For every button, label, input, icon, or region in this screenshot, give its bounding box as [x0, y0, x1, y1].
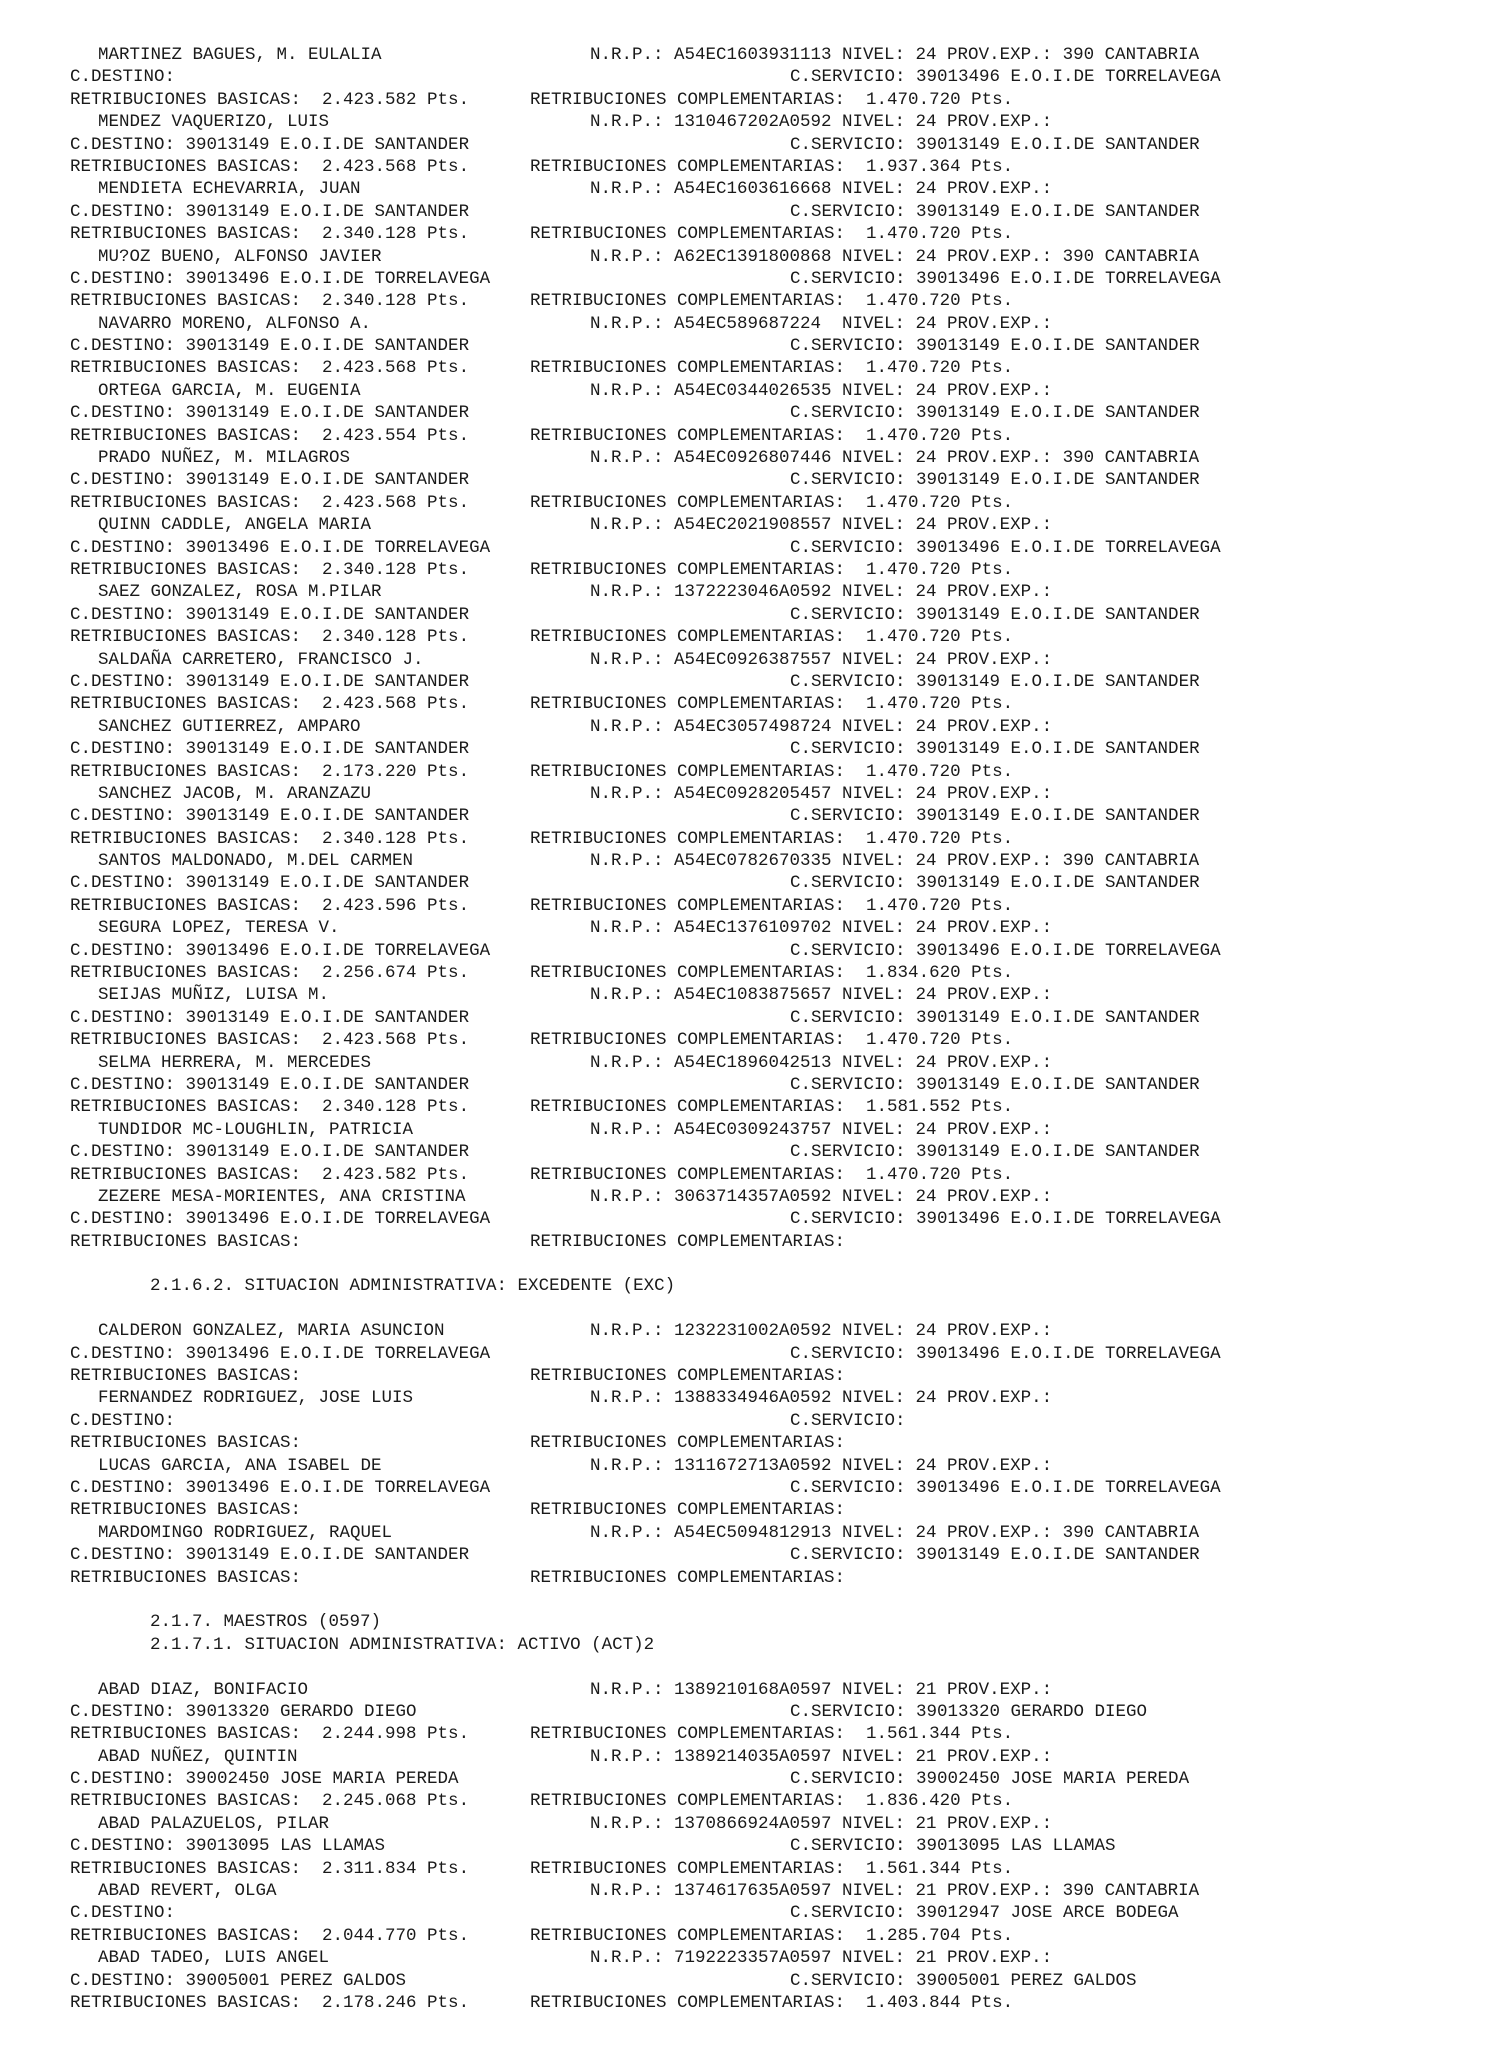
- employee-record: [70, 850, 1490, 917]
- destino-field: C.DESTINO:: [70, 1903, 176, 1924]
- record-header-line: [70, 1320, 1490, 1342]
- retribuciones-complementarias: RETRIBUCIONES COMPLEMENTARIAS: 1.403.844 Pts.: [530, 1992, 1014, 2013]
- nrp-info: N.R.P.: A54EC589687224 NIVEL: 24 PROV.EXP.:: [590, 313, 1053, 334]
- record-destino-line: [70, 1477, 1490, 1499]
- blank-line: [70, 1656, 1490, 1678]
- retribuciones-basicas: RETRIBUCIONES BASICAS: 2.340.128 Pts.: [70, 627, 470, 648]
- employee-name: NAVARRO MORENO, ALFONSO A.: [98, 313, 372, 334]
- servicio-field: C.SERVICIO:: [790, 1410, 906, 1431]
- servicio-field: C.SERVICIO: 39013149 E.O.I.DE SANTANDER: [790, 336, 1200, 357]
- retribuciones-complementarias: RETRIBUCIONES COMPLEMENTARIAS:: [530, 1433, 846, 1454]
- employee-name: ABAD TADEO, LUIS ANGEL: [98, 1948, 330, 1969]
- nrp-info: N.R.P.: A54EC1083875657 NIVEL: 24 PROV.EXP.:: [590, 985, 1053, 1006]
- retribuciones-complementarias: RETRIBUCIONES COMPLEMENTARIAS: 1.470.720 Pts.: [530, 694, 1014, 715]
- employee-name: FERNANDEZ RODRIGUEZ, JOSE LUIS: [98, 1388, 414, 1409]
- servicio-field: C.SERVICIO: 39013496 E.O.I.DE TORRELAVEGA: [790, 940, 1221, 961]
- nrp-info: N.R.P.: A54EC0782670335 NIVEL: 24 PROV.EXP.: 390 CANTABRIA: [590, 851, 1200, 872]
- blank-line: [70, 1589, 1490, 1611]
- record-retribuciones-line: [70, 1231, 1490, 1253]
- destino-field: C.DESTINO: 39013149 E.O.I.DE SANTANDER: [70, 134, 470, 155]
- retribuciones-basicas: RETRIBUCIONES BASICAS: 2.423.568 Pts.: [70, 694, 470, 715]
- record-retribuciones-line: [70, 828, 1490, 850]
- employee-name: ABAD REVERT, OLGA: [98, 1881, 277, 1902]
- section-heading: 2.1.7. MAESTROS (0597): [150, 1612, 382, 1633]
- record-destino-line: [70, 66, 1490, 88]
- record-retribuciones-line: [70, 761, 1490, 783]
- record-destino-line: [70, 402, 1490, 424]
- nrp-info: N.R.P.: 1310467202A0592 NIVEL: 24 PROV.EXP.:: [590, 112, 1053, 133]
- employee-record: [70, 649, 1490, 716]
- record-destino-line: [70, 1074, 1490, 1096]
- servicio-field: C.SERVICIO: 39013149 E.O.I.DE SANTANDER: [790, 604, 1200, 625]
- record-retribuciones-line: [70, 1164, 1490, 1186]
- destino-field: C.DESTINO: 39013496 E.O.I.DE TORRELAVEGA: [70, 940, 491, 961]
- destino-field: C.DESTINO: 39005001 PEREZ GALDOS: [70, 1970, 407, 1991]
- destino-field: C.DESTINO: 39013149 E.O.I.DE SANTANDER: [70, 201, 470, 222]
- nrp-info: N.R.P.: 3063714357A0592 NIVEL: 24 PROV.EXP.:: [590, 1186, 1053, 1207]
- nrp-info: N.R.P.: A54EC3057498724 NIVEL: 24 PROV.EXP.:: [590, 716, 1053, 737]
- record-retribuciones-line: [70, 1365, 1490, 1387]
- nrp-info: N.R.P.: A62EC1391800868 NIVEL: 24 PROV.EXP.: 390 CANTABRIA: [590, 246, 1200, 267]
- record-header-line: [70, 1522, 1490, 1544]
- record-header-line: [70, 514, 1490, 536]
- employee-name: ABAD DIAZ, BONIFACIO: [98, 1679, 309, 1700]
- retribuciones-basicas: RETRIBUCIONES BASICAS: 2.423.582 Pts.: [70, 1164, 470, 1185]
- retribuciones-basicas: RETRIBUCIONES BASICAS: 2.311.834 Pts.: [70, 1858, 470, 1879]
- retribuciones-complementarias: RETRIBUCIONES COMPLEMENTARIAS: 1.581.552 Pts.: [530, 1097, 1014, 1118]
- retribuciones-basicas: RETRIBUCIONES BASICAS: 2.340.128 Pts.: [70, 828, 470, 849]
- destino-field: C.DESTINO: 39013149 E.O.I.DE SANTANDER: [70, 873, 470, 894]
- record-destino-line: [70, 1343, 1490, 1365]
- retribuciones-complementarias: RETRIBUCIONES COMPLEMENTARIAS: 1.836.420 Pts.: [530, 1791, 1014, 1812]
- destino-field: C.DESTINO: 39013149 E.O.I.DE SANTANDER: [70, 806, 470, 827]
- record-retribuciones-line: [70, 1096, 1490, 1118]
- record-retribuciones-line: [70, 1992, 1490, 2014]
- record-destino-line: [70, 1835, 1490, 1857]
- record-destino-line: [70, 1410, 1490, 1432]
- employee-record: [70, 783, 1490, 850]
- servicio-field: C.SERVICIO: 39013149 E.O.I.DE SANTANDER: [790, 1074, 1200, 1095]
- servicio-field: C.SERVICIO: 39013149 E.O.I.DE SANTANDER: [790, 739, 1200, 760]
- record-header-line: [70, 1387, 1490, 1409]
- retribuciones-complementarias: RETRIBUCIONES COMPLEMENTARIAS: 1.470.720 Pts.: [530, 89, 1014, 110]
- retribuciones-basicas: RETRIBUCIONES BASICAS:: [70, 1231, 302, 1252]
- destino-field: C.DESTINO: 39013496 E.O.I.DE TORRELAVEGA: [70, 1478, 491, 1498]
- record-retribuciones-line: [70, 626, 1490, 648]
- servicio-field: C.SERVICIO: 39012947 JOSE ARCE BODEGA: [790, 1903, 1179, 1924]
- record-destino-line: [70, 604, 1490, 626]
- destino-field: C.DESTINO: 39013496 E.O.I.DE TORRELAVEGA: [70, 537, 491, 558]
- employee-name: SELMA HERRERA, M. MERCEDES: [98, 1052, 372, 1073]
- nrp-info: N.R.P.: 1370866924A0597 NIVEL: 21 PROV.EXP.:: [590, 1813, 1053, 1834]
- nrp-info: N.R.P.: 1389210168A0597 NIVEL: 21 PROV.EXP.:: [590, 1679, 1053, 1700]
- employee-name: CALDERON GONZALEZ, MARIA ASUNCION: [98, 1321, 445, 1342]
- employee-name: SANCHEZ GUTIERREZ, AMPARO: [98, 716, 361, 737]
- employee-name: LUCAS GARCIA, ANA ISABEL DE: [98, 1455, 382, 1476]
- retribuciones-complementarias: RETRIBUCIONES COMPLEMENTARIAS: 1.470.720 Pts.: [530, 358, 1014, 379]
- employee-record: [70, 44, 1490, 111]
- record-retribuciones-line: [70, 1858, 1490, 1880]
- employee-record: [70, 1186, 1490, 1253]
- servicio-field: C.SERVICIO: 39013496 E.O.I.DE TORRELAVEGA: [790, 268, 1221, 289]
- record-retribuciones-line: [70, 1432, 1490, 1454]
- record-destino-line: [70, 201, 1490, 223]
- record-header-line: [70, 1746, 1490, 1768]
- retribuciones-complementarias: RETRIBUCIONES COMPLEMENTARIAS: 1.561.344 Pts.: [530, 1858, 1014, 1879]
- nrp-info: N.R.P.: 1372223046A0592 NIVEL: 24 PROV.EXP.:: [590, 582, 1053, 603]
- destino-field: C.DESTINO: 39013149 E.O.I.DE SANTANDER: [70, 403, 470, 424]
- retribuciones-basicas: RETRIBUCIONES BASICAS: 2.423.554 Pts.: [70, 425, 470, 446]
- destino-field: C.DESTINO: 39013320 GERARDO DIEGO: [70, 1701, 417, 1722]
- employee-name: ZEZERE MESA-MORIENTES, ANA CRISTINA: [98, 1186, 466, 1207]
- retribuciones-basicas: RETRIBUCIONES BASICAS: 2.423.568 Pts.: [70, 156, 470, 177]
- retribuciones-basicas: RETRIBUCIONES BASICAS: 2.423.582 Pts.: [70, 89, 470, 110]
- record-header-line: [70, 1455, 1490, 1477]
- retribuciones-basicas: RETRIBUCIONES BASICAS: 2.423.568 Pts.: [70, 358, 470, 379]
- servicio-field: C.SERVICIO: 39013149 E.O.I.DE SANTANDER: [790, 403, 1200, 424]
- nrp-info: N.R.P.: 1311672713A0592 NIVEL: 24 PROV.EXP.:: [590, 1455, 1053, 1476]
- destino-field: C.DESTINO: 39002450 JOSE MARIA PEREDA: [70, 1769, 459, 1790]
- record-retribuciones-line: [70, 962, 1490, 984]
- employee-name: MU?OZ BUENO, ALFONSO JAVIER: [98, 246, 382, 267]
- record-header-line: [70, 716, 1490, 738]
- retribuciones-basicas: RETRIBUCIONES BASICAS:: [70, 1366, 302, 1387]
- employee-name: QUINN CADDLE, ANGELA MARIA: [98, 515, 372, 536]
- record-destino-line: [70, 1768, 1490, 1790]
- retribuciones-complementarias: RETRIBUCIONES COMPLEMENTARIAS: 1.470.720 Pts.: [530, 224, 1014, 245]
- employee-record: [70, 514, 1490, 581]
- record-destino-line: [70, 1701, 1490, 1723]
- employee-record: [70, 1320, 1490, 1387]
- nrp-info: N.R.P.: A54EC0926807446 NIVEL: 24 PROV.EXP.: 390 CANTABRIA: [590, 448, 1200, 469]
- employee-name: ABAD PALAZUELOS, PILAR: [98, 1813, 330, 1834]
- record-destino-line: [70, 1902, 1490, 1924]
- record-header-line: [70, 313, 1490, 335]
- servicio-field: C.SERVICIO: 39013149 E.O.I.DE SANTANDER: [790, 134, 1200, 155]
- retribuciones-basicas: RETRIBUCIONES BASICAS: 2.340.128 Pts.: [70, 559, 470, 580]
- record-retribuciones-line: [70, 223, 1490, 245]
- servicio-field: C.SERVICIO: 39013149 E.O.I.DE SANTANDER: [790, 201, 1200, 222]
- nrp-info: N.R.P.: 1232231002A0592 NIVEL: 24 PROV.EXP.:: [590, 1321, 1053, 1342]
- retribuciones-complementarias: RETRIBUCIONES COMPLEMENTARIAS: 1.937.364 Pts.: [530, 156, 1014, 177]
- servicio-field: C.SERVICIO: 39013149 E.O.I.DE SANTANDER: [790, 671, 1200, 692]
- retribuciones-basicas: RETRIBUCIONES BASICAS:: [70, 1500, 302, 1521]
- servicio-field: C.SERVICIO: 39005001 PEREZ GALDOS: [790, 1970, 1137, 1991]
- record-header-line: [70, 917, 1490, 939]
- record-destino-line: [70, 1544, 1490, 1566]
- record-destino-line: [70, 805, 1490, 827]
- retribuciones-complementarias: RETRIBUCIONES COMPLEMENTARIAS:: [530, 1500, 846, 1521]
- retribuciones-basicas: RETRIBUCIONES BASICAS: 2.340.128 Pts.: [70, 291, 470, 312]
- destino-field: C.DESTINO: 39013496 E.O.I.DE TORRELAVEGA: [70, 268, 491, 289]
- employee-name: SEIJAS MUÑIZ, LUISA M.: [98, 985, 330, 1006]
- record-header-line: [70, 1947, 1490, 1969]
- employee-name: ABAD NUÑEZ, QUINTIN: [98, 1746, 298, 1767]
- employee-record: [70, 1813, 1490, 1880]
- nrp-info: N.R.P.: A54EC0309243757 NIVEL: 24 PROV.EXP.:: [590, 1119, 1053, 1140]
- employee-record: [70, 111, 1490, 178]
- retribuciones-basicas: RETRIBUCIONES BASICAS: 2.256.674 Pts.: [70, 963, 470, 984]
- record-header-line: [70, 850, 1490, 872]
- retribuciones-complementarias: RETRIBUCIONES COMPLEMENTARIAS: 1.470.720 Pts.: [530, 761, 1014, 782]
- destino-field: C.DESTINO: 39013149 E.O.I.DE SANTANDER: [70, 336, 470, 357]
- record-retribuciones-line: [70, 1029, 1490, 1051]
- blank-line: [70, 1253, 1490, 1275]
- employee-record: [70, 1679, 1490, 1746]
- employee-record: [70, 1119, 1490, 1186]
- record-header-line: [70, 984, 1490, 1006]
- servicio-field: C.SERVICIO: 39013496 E.O.I.DE TORRELAVEGA: [790, 1478, 1221, 1498]
- destino-field: C.DESTINO:: [70, 67, 176, 88]
- destino-field: C.DESTINO: 39013496 E.O.I.DE TORRELAVEGA: [70, 1209, 491, 1230]
- employee-record: [70, 716, 1490, 783]
- record-destino-line: [70, 1141, 1490, 1163]
- record-destino-line: [70, 335, 1490, 357]
- record-destino-line: [70, 469, 1490, 491]
- employee-record: [70, 1746, 1490, 1813]
- section-heading: 2.1.7.1. SITUACION ADMINISTRATIVA: ACTIVO (ACT)2: [150, 1634, 655, 1655]
- record-header-line: [70, 246, 1490, 268]
- nrp-info: N.R.P.: A54EC1603931113 NIVEL: 24 PROV.EXP.: 390 CANTABRIA: [590, 45, 1200, 65]
- record-header-line: [70, 783, 1490, 805]
- servicio-field: C.SERVICIO: 39013320 GERARDO DIEGO: [790, 1701, 1148, 1722]
- employee-name: SALDAÑA CARRETERO, FRANCISCO J.: [98, 649, 424, 670]
- employee-name: PRADO NUÑEZ, M. MILAGROS: [98, 448, 351, 469]
- nrp-info: N.R.P.: A54EC1603616668 NIVEL: 24 PROV.EXP.:: [590, 179, 1053, 200]
- employee-record: [70, 1947, 1490, 2014]
- record-destino-line: [70, 268, 1490, 290]
- record-header-line: [70, 649, 1490, 671]
- retribuciones-complementarias: RETRIBUCIONES COMPLEMENTARIAS: 1.470.720 Pts.: [530, 627, 1014, 648]
- record-retribuciones-line: [70, 1925, 1490, 1947]
- employee-record: [70, 246, 1490, 313]
- nrp-info: N.R.P.: A54EC0928205457 NIVEL: 24 PROV.EXP.:: [590, 783, 1053, 804]
- servicio-field: C.SERVICIO: 39013149 E.O.I.DE SANTANDER: [790, 806, 1200, 827]
- record-destino-line: [70, 1007, 1490, 1029]
- employee-record: [70, 380, 1490, 447]
- record-retribuciones-line: [70, 492, 1490, 514]
- employee-record: [70, 1387, 1490, 1454]
- destino-field: C.DESTINO: 39013149 E.O.I.DE SANTANDER: [70, 1074, 470, 1095]
- retribuciones-basicas: RETRIBUCIONES BASICAS: 2.423.596 Pts.: [70, 895, 470, 916]
- employee-name: SANTOS MALDONADO, M.DEL CARMEN: [98, 851, 414, 872]
- retribuciones-complementarias: RETRIBUCIONES COMPLEMENTARIAS: 1.470.720 Pts.: [530, 559, 1014, 580]
- record-destino-line: [70, 872, 1490, 894]
- employee-record: [70, 1522, 1490, 1589]
- servicio-field: C.SERVICIO: 39013095 LAS LLAMAS: [790, 1836, 1116, 1857]
- destino-field: C.DESTINO: 39013149 E.O.I.DE SANTANDER: [70, 604, 470, 625]
- retribuciones-basicas: RETRIBUCIONES BASICAS: 2.245.068 Pts.: [70, 1791, 470, 1812]
- record-retribuciones-line: [70, 559, 1490, 581]
- retribuciones-basicas: RETRIBUCIONES BASICAS: 2.340.128 Pts.: [70, 224, 470, 245]
- record-destino-line: [70, 134, 1490, 156]
- record-destino-line: [70, 1208, 1490, 1230]
- record-retribuciones-line: [70, 1499, 1490, 1521]
- servicio-field: C.SERVICIO: 39013496 E.O.I.DE TORRELAVEGA: [790, 1343, 1221, 1364]
- record-retribuciones-line: [70, 1723, 1490, 1745]
- retribuciones-complementarias: RETRIBUCIONES COMPLEMENTARIAS: 1.561.344 Pts.: [530, 1724, 1014, 1745]
- servicio-field: C.SERVICIO: 39002450 JOSE MARIA PEREDA: [790, 1769, 1190, 1790]
- retribuciones-basicas: RETRIBUCIONES BASICAS: 2.244.998 Pts.: [70, 1724, 470, 1745]
- record-header-line: [70, 1052, 1490, 1074]
- nrp-info: N.R.P.: 1389214035A0597 NIVEL: 21 PROV.EXP.:: [590, 1746, 1053, 1767]
- retribuciones-complementarias: RETRIBUCIONES COMPLEMENTARIAS: 1.470.720 Pts.: [530, 1164, 1014, 1185]
- retribuciones-complementarias: RETRIBUCIONES COMPLEMENTARIAS: 1.470.720 Pts.: [530, 895, 1014, 916]
- retribuciones-basicas: RETRIBUCIONES BASICAS: 2.173.220 Pts.: [70, 761, 470, 782]
- employee-name: MARTINEZ BAGUES, M. EULALIA: [98, 45, 382, 65]
- nrp-info: N.R.P.: A54EC0344026535 NIVEL: 24 PROV.EXP.:: [590, 380, 1053, 401]
- employee-record: [70, 1455, 1490, 1522]
- record-retribuciones-line: [70, 1790, 1490, 1812]
- employee-record: [70, 1880, 1490, 1947]
- employee-name: SAEZ GONZALEZ, ROSA M.PILAR: [98, 582, 382, 603]
- retribuciones-complementarias: RETRIBUCIONES COMPLEMENTARIAS:: [530, 1231, 846, 1252]
- record-destino-line: [70, 671, 1490, 693]
- record-destino-line: [70, 940, 1490, 962]
- employee-record: [70, 178, 1490, 245]
- record-header-line: [70, 1813, 1490, 1835]
- record-retribuciones-line: [70, 156, 1490, 178]
- retribuciones-basicas: RETRIBUCIONES BASICAS:: [70, 1567, 302, 1588]
- record-header-line: [70, 178, 1490, 200]
- record-header-line: [70, 1679, 1490, 1701]
- record-header-line: [70, 111, 1490, 133]
- destino-field: C.DESTINO: 39013149 E.O.I.DE SANTANDER: [70, 739, 470, 760]
- servicio-field: C.SERVICIO: 39013496 E.O.I.DE TORRELAVEGA: [790, 67, 1221, 88]
- destino-field: C.DESTINO: 39013095 LAS LLAMAS: [70, 1836, 386, 1857]
- nrp-info: N.R.P.: 1388334946A0592 NIVEL: 24 PROV.EXP.:: [590, 1388, 1053, 1409]
- retribuciones-complementarias: RETRIBUCIONES COMPLEMENTARIAS: 1.470.720 Pts.: [530, 1030, 1014, 1051]
- retribuciones-basicas: RETRIBUCIONES BASICAS: 2.423.568 Pts.: [70, 1030, 470, 1051]
- employee-record: [70, 984, 1490, 1051]
- destino-field: C.DESTINO: 39013149 E.O.I.DE SANTANDER: [70, 1142, 470, 1163]
- retribuciones-basicas: RETRIBUCIONES BASICAS: 2.340.128 Pts.: [70, 1097, 470, 1118]
- retribuciones-basicas: RETRIBUCIONES BASICAS: 2.044.770 Pts.: [70, 1925, 470, 1946]
- destino-field: C.DESTINO:: [70, 1410, 176, 1431]
- employee-name: MENDIETA ECHEVARRIA, JUAN: [98, 179, 361, 200]
- record-header-line: [70, 581, 1490, 603]
- record-destino-line: [70, 1970, 1490, 1992]
- employee-name: SANCHEZ JACOB, M. ARANZAZU: [98, 783, 372, 804]
- servicio-field: C.SERVICIO: 39013496 E.O.I.DE TORRELAVEGA: [790, 1209, 1221, 1230]
- employee-name: TUNDIDOR MC-LOUGHLIN, PATRICIA: [98, 1119, 414, 1140]
- record-destino-line: [70, 738, 1490, 760]
- record-destino-line: [70, 537, 1490, 559]
- employee-record: [70, 313, 1490, 380]
- record-header-line: [70, 44, 1490, 66]
- document-page: [70, 44, 1490, 2014]
- nrp-info: N.R.P.: A54EC5094812913 NIVEL: 24 PROV.EXP.: 390 CANTABRIA: [590, 1522, 1200, 1543]
- employee-record: [70, 581, 1490, 648]
- employee-record: [70, 917, 1490, 984]
- retribuciones-complementarias: RETRIBUCIONES COMPLEMENTARIAS: 1.470.720 Pts.: [530, 828, 1014, 849]
- nrp-info: N.R.P.: 7192223357A0597 NIVEL: 21 PROV.EXP.:: [590, 1948, 1053, 1969]
- record-retribuciones-line: [70, 895, 1490, 917]
- nrp-info: N.R.P.: A54EC2021908557 NIVEL: 24 PROV.EXP.:: [590, 515, 1053, 536]
- retribuciones-basicas: RETRIBUCIONES BASICAS: 2.423.568 Pts.: [70, 492, 470, 513]
- retribuciones-complementarias: RETRIBUCIONES COMPLEMENTARIAS: 1.470.720 Pts.: [530, 425, 1014, 446]
- employee-name: SEGURA LOPEZ, TERESA V.: [98, 918, 340, 939]
- record-retribuciones-line: [70, 1567, 1490, 1589]
- retribuciones-complementarias: RETRIBUCIONES COMPLEMENTARIAS: 1.285.704 Pts.: [530, 1925, 1014, 1946]
- record-header-line: [70, 447, 1490, 469]
- retribuciones-complementarias: RETRIBUCIONES COMPLEMENTARIAS: 1.470.720 Pts.: [530, 492, 1014, 513]
- retribuciones-complementarias: RETRIBUCIONES COMPLEMENTARIAS: 1.470.720 Pts.: [530, 291, 1014, 312]
- destino-field: C.DESTINO: 39013149 E.O.I.DE SANTANDER: [70, 1545, 470, 1566]
- retribuciones-basicas: RETRIBUCIONES BASICAS: 2.178.246 Pts.: [70, 1992, 470, 2013]
- destino-field: C.DESTINO: 39013149 E.O.I.DE SANTANDER: [70, 671, 470, 692]
- employee-name: ORTEGA GARCIA, M. EUGENIA: [98, 380, 361, 401]
- record-retribuciones-line: [70, 290, 1490, 312]
- servicio-field: C.SERVICIO: 39013149 E.O.I.DE SANTANDER: [790, 1007, 1200, 1028]
- record-header-line: [70, 1880, 1490, 1902]
- record-header-line: [70, 380, 1490, 402]
- retribuciones-complementarias: RETRIBUCIONES COMPLEMENTARIAS:: [530, 1567, 846, 1588]
- record-retribuciones-line: [70, 425, 1490, 447]
- retribuciones-complementarias: RETRIBUCIONES COMPLEMENTARIAS: 1.834.620 Pts.: [530, 963, 1014, 984]
- record-header-line: [70, 1119, 1490, 1141]
- record-retribuciones-line: [70, 693, 1490, 715]
- blank-line: [70, 1298, 1490, 1320]
- servicio-field: C.SERVICIO: 39013149 E.O.I.DE SANTANDER: [790, 1142, 1200, 1163]
- nrp-info: N.R.P.: A54EC0926387557 NIVEL: 24 PROV.EXP.:: [590, 649, 1053, 670]
- employee-name: MARDOMINGO RODRIGUEZ, RAQUEL: [98, 1522, 393, 1543]
- employee-record: [70, 447, 1490, 514]
- servicio-field: C.SERVICIO: 39013149 E.O.I.DE SANTANDER: [790, 1545, 1200, 1566]
- nrp-info: N.R.P.: A54EC1896042513 NIVEL: 24 PROV.EXP.:: [590, 1052, 1053, 1073]
- servicio-field: C.SERVICIO: 39013149 E.O.I.DE SANTANDER: [790, 470, 1200, 491]
- servicio-field: C.SERVICIO: 39013149 E.O.I.DE SANTANDER: [790, 873, 1200, 894]
- record-retribuciones-line: [70, 89, 1490, 111]
- nrp-info: N.R.P.: 1374617635A0597 NIVEL: 21 PROV.EXP.: 390 CANTABRIA: [590, 1881, 1200, 1902]
- nrp-info: N.R.P.: A54EC1376109702 NIVEL: 24 PROV.EXP.:: [590, 918, 1053, 939]
- destino-field: C.DESTINO: 39013149 E.O.I.DE SANTANDER: [70, 1007, 470, 1028]
- destino-field: C.DESTINO: 39013496 E.O.I.DE TORRELAVEGA: [70, 1343, 491, 1364]
- servicio-field: C.SERVICIO: 39013496 E.O.I.DE TORRELAVEGA: [790, 537, 1221, 558]
- record-retribuciones-line: [70, 357, 1490, 379]
- section-heading: 2.1.6.2. SITUACION ADMINISTRATIVA: EXCEDENTE (EXC): [150, 1276, 676, 1297]
- employee-name: MENDEZ VAQUERIZO, LUIS: [98, 112, 330, 133]
- employee-record: [70, 1052, 1490, 1119]
- retribuciones-basicas: RETRIBUCIONES BASICAS:: [70, 1433, 302, 1454]
- record-header-line: [70, 1186, 1490, 1208]
- retribuciones-complementarias: RETRIBUCIONES COMPLEMENTARIAS:: [530, 1366, 846, 1387]
- destino-field: C.DESTINO: 39013149 E.O.I.DE SANTANDER: [70, 470, 470, 491]
